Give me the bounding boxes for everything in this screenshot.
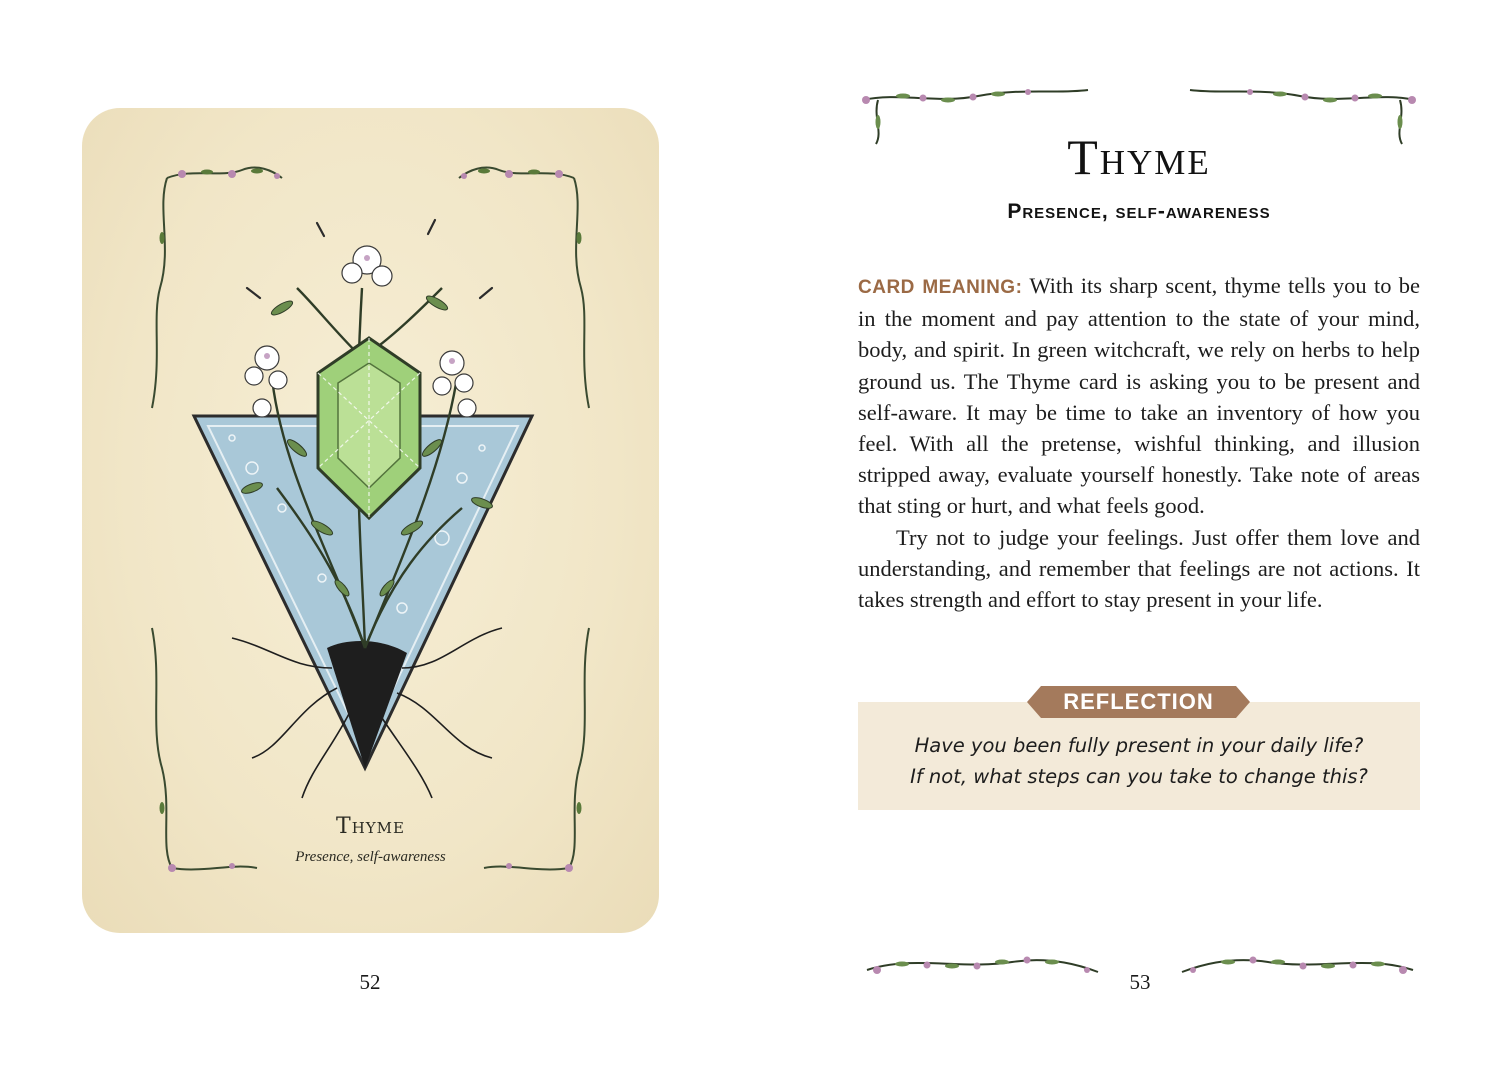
page-title: Thyme xyxy=(1067,129,1211,185)
paragraph-2: Try not to judge your feelings. Just offer them love and understanding, and remember that feelings are not actions. It takes strength and effort to stay present in your life. xyxy=(858,524,1420,613)
page-number-right: 53 xyxy=(1129,970,1151,994)
card-meaning-lead: CARD MEANING: xyxy=(858,277,1023,298)
bottom-right-vine-ornament xyxy=(1178,940,1418,985)
card-subtitle: Presence, self-awareness xyxy=(295,849,446,865)
card-title: Thyme xyxy=(336,814,405,839)
reflection-label: REFLECTION xyxy=(1063,689,1214,714)
page-subtitle: Presence, self-awareness xyxy=(1007,200,1271,223)
card-illustration xyxy=(82,108,659,933)
paragraph-1: CARD MEANING: With its sharp scent, thyme tells you to be in the moment and pay attention to the state of your mind, body, and spirit. In green witchcraft, we rely on herbs to help ground us. The Thyme card is asking you to be present and self-aware. It may be time to take an inventory of how you feel. With all the pretense, wishful thinking, and illusion stripped away, evaluate yourself honestly. Take note of areas that sting or hurt, and what feels good. xyxy=(858,273,1421,519)
reflection-question: Have you been fully present in your daily life? If not, what steps can you take to change this? xyxy=(910,734,1368,788)
tarot-card xyxy=(82,108,659,933)
page-number-left: 52 xyxy=(359,970,381,994)
card-meaning-text xyxy=(858,270,1420,615)
bottom-left-vine-ornament xyxy=(862,940,1102,985)
